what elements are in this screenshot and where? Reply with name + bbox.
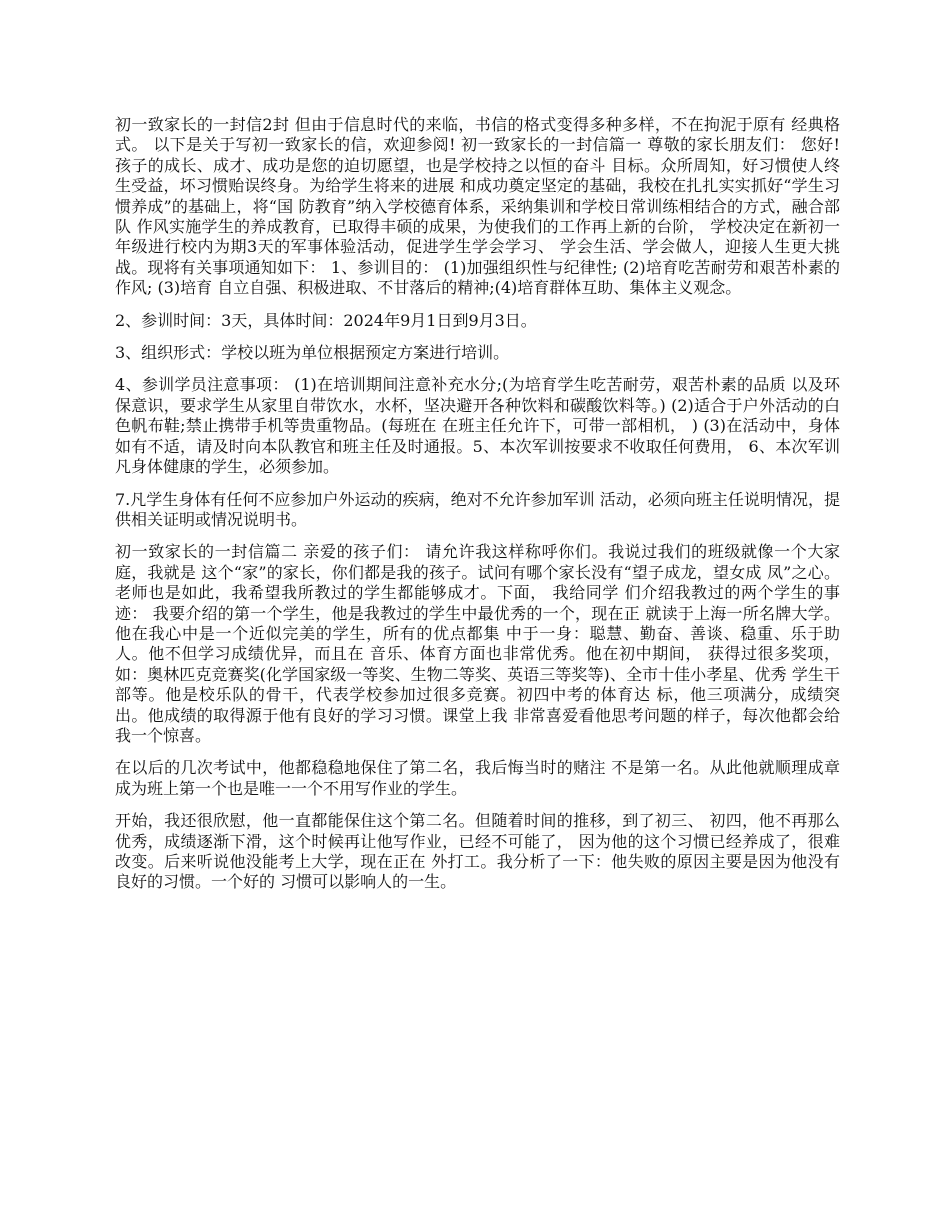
- paragraph-conclusion: 开始，我还很欣慰，他一直都能保住这个第二名。但随着时间的推移，到了初三、 初四，他不再那么优秀，成绩逐渐下滑，这个时候再让他写作业，已经不可能了， 因为他的这个习惯已经养成了，很难改变。后来听说他没能考上大学，现在正在 外打工。我分析了一下：他失败的原因主要是因为他没有良好的习惯。一个好的 习惯可以影响人的一生。: [115, 811, 840, 892]
- document-body: [115, 115, 840, 905]
- paragraph-notes: 4、参训学员注意事项： (1)在培训期间注意补充水分;(为培育学生吃苦耐劳，艰苦朴素的品质 以及环保意识，要求学生从家里自带饮水，水杯，坚决避开各种饮料和碳酸饮料等。) (2)适合于户外活动的白色帆布鞋;禁止携带手机等贵重物品。(每班在 在班主任允许下，可带一部相机， ) (3)在活动中，身体如有不适，请及时向本队教官和班主任及时通报。5、本次军训按要求不收取任何费用， 6、本次军训凡身体健康的学生，必须参加。: [115, 375, 840, 477]
- paragraph-intro: 初一致家长的一封信2封 但由于信息时代的来临，书信的格式变得多种多样，不在拘泥于原有 经典格式。 以下是关于写初一致家长的信，欢迎参阅! 初一致家长的一封信篇一 尊敬的家长朋友们： 您好! 孩子的成长、成才、成功是您的迫切愿望，也是学校持之以恒的奋斗 目标。众所周知，好习惯使人终生受益，坏习惯贻误终身。为给学生将来的进展 和成功奠定坚定的基础，我校在扎扎实实抓好“学生习惯养成”的基础上，将“国 防教育”纳入学校德育体系，采纳集训和学校日常训练相结合的方式，融合部队 作风实施学生的养成教育，已取得丰硕的成果，为使我们的工作再上新的台阶， 学校决定在新初一年级进行校内为期3天的军事体验活动，促进学生学会学习、 学会生活、学会做人，迎接人生更大挑战。现将有关事项通知如下： 1、参训目的： (1)加强组织性与纪律性; (2)培育吃苦耐劳和艰苦朴素的作风; (3)培育 自立自强、积极进取、不甘落后的精神;(4)培育群体互助、集体主义观念。: [115, 115, 840, 298]
- paragraph-health: 7.凡学生身体有任何不应参加户外运动的疾病，绝对不允许参加军训 活动，必须向班主任说明情况，提供相关证明或情况说明书。: [115, 489, 840, 529]
- paragraph-exams: 在以后的几次考试中，他都稳稳地保住了第二名，我后悔当时的赌注 不是第一名。从此他就顺理成章成为班上第一个也是唯一一个不用写作业的学生。: [115, 758, 840, 798]
- paragraph-organization: 3、组织形式：学校以班为单位根据预定方案进行培训。: [115, 343, 510, 363]
- paragraph-training-time: 2、参训时间：3天，具体时间：2024年9月1日到9月3日。: [115, 310, 537, 330]
- paragraph-letter-two: 初一致家长的一封信篇二 亲爱的孩子们： 请允许我这样称呼你们。我说过我们的班级就像一个大家庭，我就是 这个“家”的家长，你们都是我的孩子。试问有哪个家长没有“望子成龙，望女成 凤”之心。老师也是如此，我希望我所教过的学生都能够成才。下面， 我给同学 们介绍我教过的两个学生的事迹： 我要介绍的第一个学生，他是我教过的学生中最优秀的一个，现在正 就读于上海一所名牌大学。他在我心中是一个近似完美的学生，所有的优点都集 中于一身：聪慧、勤奋、善谈、稳重、乐于助人。他不但学习成绩优异，而且在 音乐、体育方面也非常优秀。他在初中期间， 获得过很多奖项，如：奥林匹克竞赛奖(化学国家级一等奖、生物二等奖、英语三等奖等)、全市十佳小孝星、优秀 学生干部等。他是校乐队的骨干，代表学校参加过很多竞赛。初四中考的体育达 标，他三项满分，成绩突出。他成绩的取得源于他有良好的学习习惯。课堂上我 非常喜爱看他思考问题的样子，每次他都会给我一个惊喜。: [115, 542, 840, 745]
